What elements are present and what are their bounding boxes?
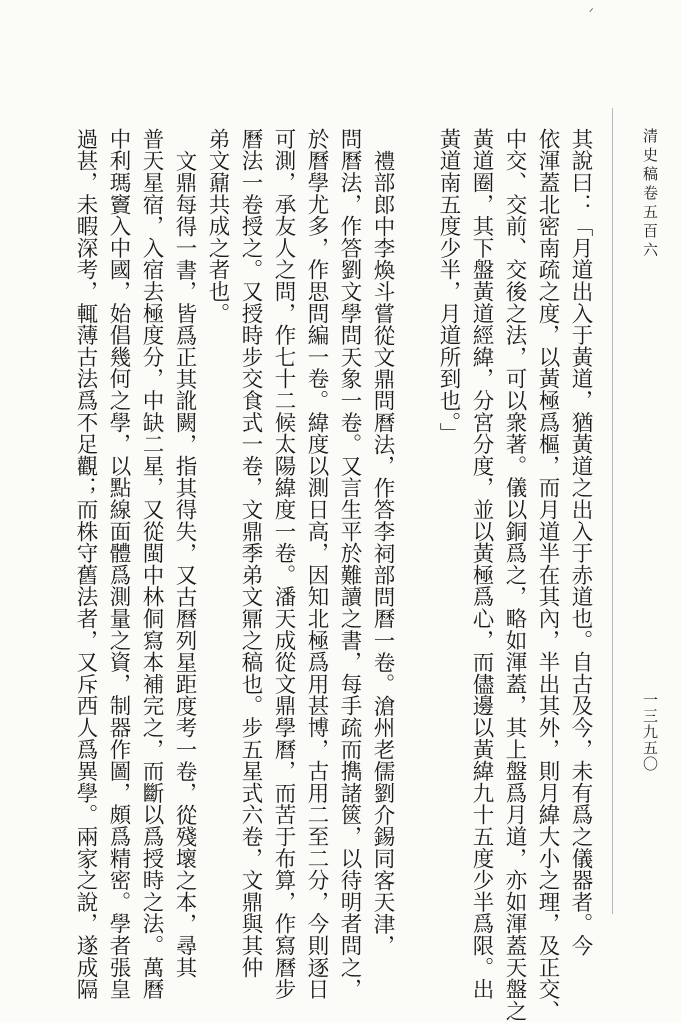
text-column: 其說曰：「月道出入于黃道，猶黃道之出入于赤道也。自古及今，未有爲之儀器者。今	[568, 128, 593, 957]
text-column: 過甚，未暇深考，輒薄古法爲不足觀；而株守舊法者，又斥西人爲異學。兩家之說，遂成隔	[73, 128, 98, 1000]
page-number: 一三九五〇	[641, 692, 659, 772]
text-column: 依渾蓋北密南疏之度，以黃極爲樞，而月道半在其內，半出其外，則月緯大小之理，及正交、	[535, 128, 560, 1022]
text-column: 黃道圈，其下盤黃道經緯，分宮分度，並以黃極爲心，而儘邊以黃緯九十五度少半爲限。出	[469, 128, 494, 1000]
corner-mark: ᐟ	[589, 6, 594, 19]
text-column: 可測，承友人之問，作七十二候太陽緯度一卷。潘天成從文鼎學曆，而苦于布算，作寫曆步	[271, 128, 296, 1000]
running-header-title: 清史稿卷五百六	[641, 128, 659, 261]
text-column: 於曆學尤多，作思問編一卷。緯度以測日高，因知北極爲用甚博，古用二至二分，今則逐日	[304, 128, 329, 1000]
text-column: 文鼎每得一書，皆爲正其訛闕，指其得失，又古曆列星距度考一卷，從殘壞之本，尋其	[172, 150, 197, 979]
text-column: 曆法一卷授之。又授時步交食式一卷，文鼎季弟文鼏之稿也。步五星式六卷，文鼎與其仲	[238, 128, 263, 979]
text-column: 黃道南五度少半，月道所到也。」	[436, 128, 461, 445]
text-column: 弟文鼐共成之者也。	[205, 128, 230, 325]
text-column: 問曆法，作答劉文學問天象一卷。又言生平於難讀之書，每手疏而擕諸篋，以待明者問之，	[337, 128, 362, 1000]
text-column: 禮部郎中李煥斗嘗從文鼎問曆法，作答李祠部問曆一卷。滄州老儒劉介錫同客天津，	[370, 150, 395, 957]
header-divider-line	[612, 108, 613, 914]
text-column: 普天星宿，入宿去極度分，中缺二星，又從閩中林侗寫本補完之，而斷以爲授時之法。萬曆	[139, 128, 164, 1000]
text-column: 中交、交前、交後之法，可以衆著。儀以銅爲之，略如渾蓋，其上盤爲月道，亦如渾蓋天盤之	[502, 128, 527, 1022]
text-column: 中利瑪竇入中國，始倡幾何之學，以點線面體爲測量之資，制器作圖，頗爲精密。學者張皇	[106, 128, 131, 1000]
